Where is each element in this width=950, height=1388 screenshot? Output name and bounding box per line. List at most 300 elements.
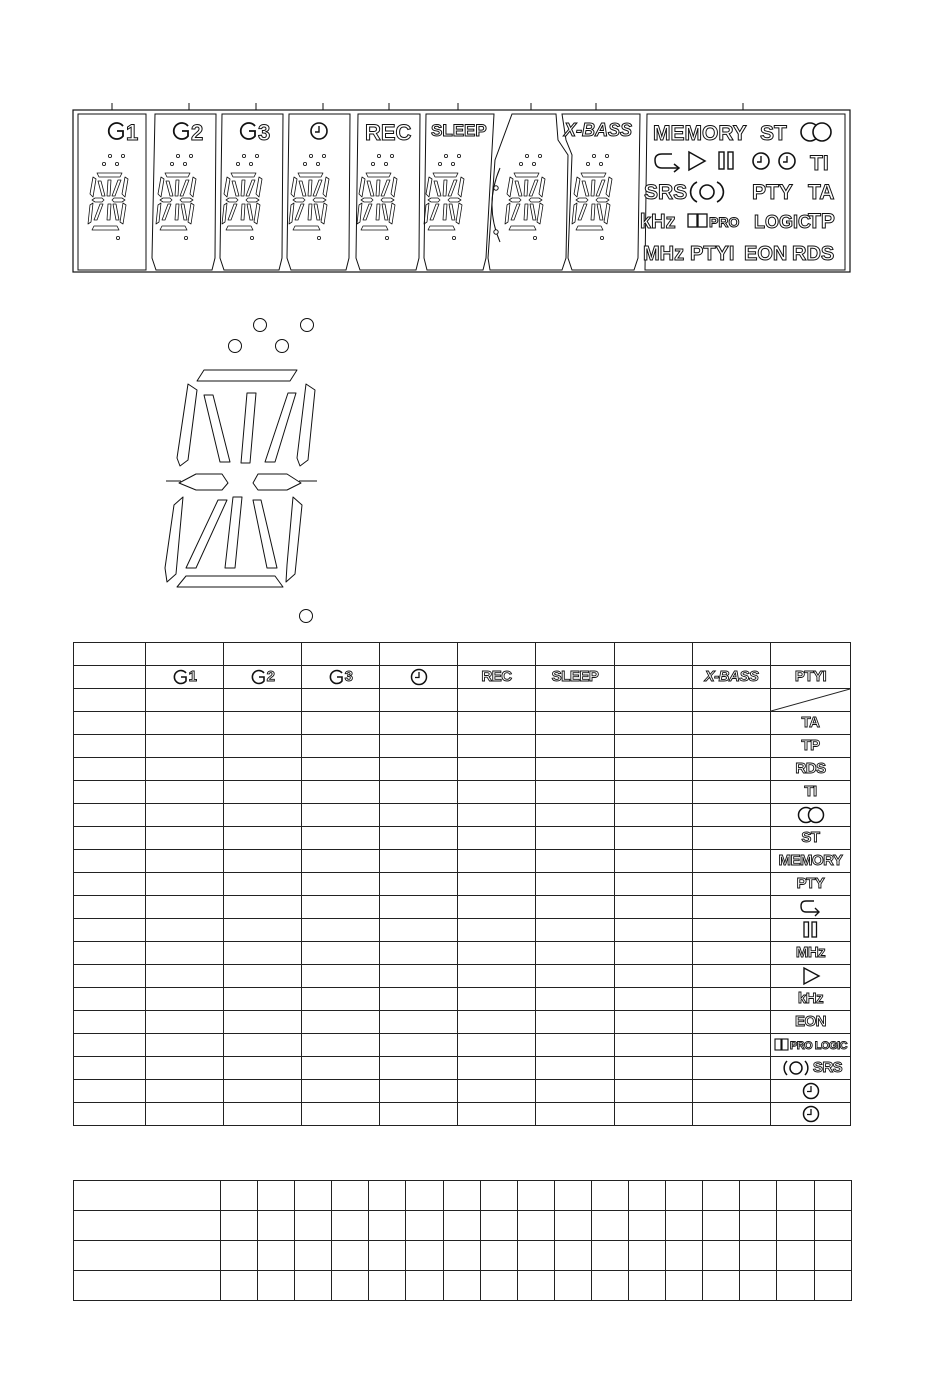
table-cell [703, 1181, 740, 1211]
table-cell [615, 1011, 693, 1034]
table-cell [74, 1011, 146, 1034]
table-cell [302, 1034, 380, 1057]
header-grid-label: 2 [266, 668, 275, 686]
table-cell [146, 1103, 224, 1126]
table-cell [771, 643, 851, 666]
table-cell [146, 689, 224, 712]
table-cell [224, 689, 302, 712]
indicator-label: TA [801, 714, 820, 731]
table-cell [693, 850, 771, 873]
table-cell [458, 781, 536, 804]
table-row [74, 666, 851, 689]
table-cell [302, 873, 380, 896]
table-cell [146, 965, 224, 988]
table-cell [458, 804, 536, 827]
table-cell [146, 804, 224, 827]
table-cell [536, 712, 615, 735]
table-cell [693, 896, 771, 919]
table-cell [666, 1181, 703, 1211]
table-cell [380, 758, 458, 781]
table-cell [380, 781, 458, 804]
srs-icon [779, 1058, 813, 1078]
table-cell [302, 827, 380, 850]
table-cell [74, 988, 146, 1011]
table-cell [693, 942, 771, 965]
clock-icon [409, 667, 429, 687]
segment-diagram-enlarged [165, 319, 317, 623]
table-cell [615, 827, 693, 850]
dolby-icon [688, 214, 707, 227]
table-cell [224, 1011, 302, 1034]
ptyi-indicator: PTYI [690, 243, 735, 265]
table-cell [771, 827, 851, 850]
table-cell [666, 1241, 703, 1271]
table-cell [536, 827, 615, 850]
table-cell [615, 758, 693, 781]
table-cell [224, 735, 302, 758]
table-cell [224, 1080, 302, 1103]
table-cell [693, 988, 771, 1011]
table-cell [380, 942, 458, 965]
grid-2-label: 2 [191, 120, 204, 145]
table-cell [536, 666, 615, 689]
table-cell [74, 942, 146, 965]
grid-icon [173, 668, 189, 686]
table-cell [224, 942, 302, 965]
table-cell [771, 850, 851, 873]
table-cell [224, 758, 302, 781]
bottom-blank-table [73, 1180, 852, 1301]
table-row [74, 873, 851, 896]
table-cell [74, 1103, 146, 1126]
table-cell [629, 1181, 666, 1211]
table-cell [380, 1080, 458, 1103]
table-cell [615, 1103, 693, 1126]
table-cell [536, 689, 615, 712]
table-cell [536, 643, 615, 666]
table-cell [693, 1080, 771, 1103]
table-cell [771, 758, 851, 781]
table-cell [74, 850, 146, 873]
grid-3-label: 3 [258, 120, 271, 145]
table-row [74, 643, 851, 666]
table-cell [615, 1080, 693, 1103]
table-cell [380, 712, 458, 735]
table-cell [693, 781, 771, 804]
table-cell [74, 712, 146, 735]
table-row [74, 781, 851, 804]
table-cell [771, 988, 851, 1011]
table-cell [693, 873, 771, 896]
pro-indicator: PRO [709, 214, 740, 230]
table-cell [458, 827, 536, 850]
table-cell [615, 919, 693, 942]
table-cell [554, 1211, 591, 1241]
table-cell [771, 965, 851, 988]
play-icon [689, 152, 705, 170]
table-cell [258, 1241, 295, 1271]
table-cell [146, 758, 224, 781]
table-row [74, 689, 851, 712]
table-cell [771, 873, 851, 896]
ti-indicator: TI [810, 152, 829, 175]
table-cell [221, 1241, 258, 1271]
table-cell [629, 1211, 666, 1241]
table-cell [615, 804, 693, 827]
table-cell [693, 919, 771, 942]
table-cell [302, 666, 380, 689]
table-row [74, 1181, 852, 1211]
table-cell [74, 965, 146, 988]
table-cell [224, 873, 302, 896]
table-cell [777, 1271, 814, 1301]
table-cell [74, 1181, 221, 1211]
table-cell [554, 1241, 591, 1271]
table-cell [380, 896, 458, 919]
table-row [74, 1057, 851, 1080]
table-cell [554, 1271, 591, 1301]
table-cell [536, 804, 615, 827]
play-icon [800, 966, 822, 986]
table-row [74, 942, 851, 965]
table-cell [458, 1080, 536, 1103]
xbass-label: X-BASS [564, 120, 633, 140]
table-cell [302, 988, 380, 1011]
table-cell [615, 666, 693, 689]
repeat-icon [798, 897, 824, 917]
indicator-label: TP [801, 737, 820, 754]
rds-indicator: RDS [792, 243, 835, 265]
diagonal-split [771, 689, 850, 711]
table-cell [146, 643, 224, 666]
table-cell [146, 873, 224, 896]
table-cell [146, 896, 224, 919]
table-cell [224, 1057, 302, 1080]
table-cell [74, 758, 146, 781]
table-cell [74, 896, 146, 919]
memory-indicator: MEMORY [653, 122, 747, 145]
table-cell [536, 1011, 615, 1034]
table-cell [458, 850, 536, 873]
table-cell [380, 735, 458, 758]
table-cell [771, 666, 851, 689]
table-cell [224, 965, 302, 988]
table-cell [302, 712, 380, 735]
table-cell [771, 1103, 851, 1126]
table-cell [536, 1057, 615, 1080]
table-cell [740, 1271, 777, 1301]
table-cell [536, 735, 615, 758]
table-cell [693, 735, 771, 758]
table-cell [771, 689, 851, 712]
table-cell [74, 1034, 146, 1057]
srs-icon [691, 182, 724, 202]
table-cell [480, 1271, 517, 1301]
table-cell [380, 643, 458, 666]
header-label: PTYI [794, 668, 827, 685]
tp-indicator: TP [808, 210, 835, 233]
table-cell [591, 1211, 628, 1241]
table-cell [302, 1080, 380, 1103]
table-cell [458, 643, 536, 666]
clock-icon [801, 1081, 821, 1101]
table-cell [295, 1211, 332, 1241]
table-row [74, 1271, 852, 1301]
header-label: X-BASS [704, 668, 759, 685]
table-cell [458, 965, 536, 988]
table-cell [703, 1241, 740, 1271]
table-cell [302, 896, 380, 919]
pty-indicator: PTY [752, 181, 793, 204]
table-cell [666, 1271, 703, 1301]
dolby-icon [774, 1038, 790, 1052]
table-cell [380, 1034, 458, 1057]
stereo-icon [801, 123, 831, 141]
repeat-icon [655, 154, 679, 172]
table-cell [629, 1241, 666, 1271]
table-cell [666, 1211, 703, 1241]
table-cell [458, 735, 536, 758]
table-cell [74, 781, 146, 804]
table-cell [693, 965, 771, 988]
table-cell [554, 1181, 591, 1211]
table-cell [443, 1211, 480, 1241]
table-row [74, 804, 851, 827]
table-cell [380, 827, 458, 850]
grid-icon [251, 668, 267, 686]
table-cell [74, 1271, 221, 1301]
table-cell [146, 988, 224, 1011]
table-row [74, 1034, 851, 1057]
table-cell [224, 666, 302, 689]
table-cell [480, 1181, 517, 1211]
table-cell [302, 965, 380, 988]
table-row [74, 965, 851, 988]
khz-indicator: kHz [640, 211, 676, 233]
table-cell [458, 1034, 536, 1057]
table-cell [591, 1241, 628, 1271]
table-cell [740, 1241, 777, 1271]
table-cell [224, 827, 302, 850]
indicator-label: TI [804, 783, 817, 800]
table-cell [74, 643, 146, 666]
table-cell [302, 804, 380, 827]
table-cell [814, 1271, 851, 1301]
table-cell [517, 1241, 554, 1271]
table-cell [615, 735, 693, 758]
table-cell [146, 919, 224, 942]
table-cell [771, 1034, 851, 1057]
table-cell [458, 1057, 536, 1080]
table-cell [740, 1181, 777, 1211]
pause-icon [800, 920, 822, 940]
table-row [74, 1103, 851, 1126]
clock-icon [311, 123, 327, 139]
table-cell [771, 804, 851, 827]
table-cell [380, 804, 458, 827]
clock-icon [801, 1104, 821, 1124]
table-cell [146, 1057, 224, 1080]
table-cell [224, 988, 302, 1011]
stereo-icon [795, 805, 827, 825]
table-row [74, 1080, 851, 1103]
table-cell [443, 1241, 480, 1271]
table-cell [146, 1080, 224, 1103]
table-cell [693, 1011, 771, 1034]
table-cell [74, 827, 146, 850]
table-cell [693, 827, 771, 850]
table-cell [443, 1181, 480, 1211]
table-cell [295, 1241, 332, 1271]
table-cell [258, 1211, 295, 1241]
table-cell [302, 942, 380, 965]
table-cell [224, 781, 302, 804]
table-cell [536, 850, 615, 873]
table-cell [517, 1211, 554, 1241]
table-cell [615, 988, 693, 1011]
table-cell [536, 1034, 615, 1057]
table-cell [777, 1211, 814, 1241]
table-cell [380, 850, 458, 873]
table-row [74, 850, 851, 873]
indicator-label: kHz [797, 990, 824, 1007]
table-cell [302, 1103, 380, 1126]
table-cell [615, 643, 693, 666]
logic-indicator: LOGIC [754, 212, 811, 232]
table-cell [74, 1057, 146, 1080]
table-cell [536, 988, 615, 1011]
table-cell [536, 781, 615, 804]
table-cell [480, 1241, 517, 1271]
table-cell [771, 781, 851, 804]
table-row [74, 988, 851, 1011]
table-cell [693, 689, 771, 712]
table-cell [771, 1011, 851, 1034]
table-cell [302, 919, 380, 942]
table-cell [536, 873, 615, 896]
table-cell [615, 781, 693, 804]
indicator-label: PRO LOGIC [789, 1040, 848, 1052]
table-cell [332, 1211, 369, 1241]
table-cell [224, 1103, 302, 1126]
table-cell [224, 896, 302, 919]
table-cell [380, 873, 458, 896]
table-cell [615, 942, 693, 965]
table-cell [302, 850, 380, 873]
table-cell [458, 666, 536, 689]
table-cell [302, 758, 380, 781]
pause-icon [719, 152, 733, 169]
table-cell [302, 689, 380, 712]
table-cell [629, 1271, 666, 1301]
table-cell [380, 965, 458, 988]
table-cell [302, 735, 380, 758]
table-cell [224, 804, 302, 827]
table-row [74, 1211, 852, 1241]
table-cell [224, 919, 302, 942]
table-cell [591, 1271, 628, 1301]
table-cell [458, 712, 536, 735]
table-cell [369, 1181, 406, 1211]
table-cell [74, 1080, 146, 1103]
table-cell [369, 1211, 406, 1241]
table-cell [458, 873, 536, 896]
table-cell [146, 666, 224, 689]
table-cell [332, 1241, 369, 1271]
table-cell [458, 689, 536, 712]
indicator-label: EON [794, 1013, 826, 1030]
table-row [74, 896, 851, 919]
table-cell [406, 1271, 443, 1301]
table-cell [302, 1057, 380, 1080]
table-cell [777, 1181, 814, 1211]
table-cell [458, 988, 536, 1011]
table-cell [146, 827, 224, 850]
table-cell [740, 1211, 777, 1241]
table-cell [615, 965, 693, 988]
table-cell [814, 1211, 851, 1241]
table-cell [615, 1057, 693, 1080]
table-cell [74, 1241, 221, 1271]
table-cell [369, 1271, 406, 1301]
indicator-label: PTY [796, 875, 825, 892]
grid-1-label: 1 [126, 120, 139, 145]
table-cell [74, 689, 146, 712]
table-cell [615, 689, 693, 712]
table-cell [814, 1181, 851, 1211]
indicator-label: SRS [812, 1059, 843, 1077]
table-cell [615, 712, 693, 735]
table-cell [777, 1241, 814, 1271]
rec-label: REC [365, 120, 412, 145]
table-cell [458, 1103, 536, 1126]
table-cell [693, 804, 771, 827]
table-cell [258, 1181, 295, 1211]
sleep-label: SLEEP [431, 121, 487, 140]
table-cell [380, 1103, 458, 1126]
table-cell [693, 1057, 771, 1080]
table-cell [458, 919, 536, 942]
table-cell [517, 1181, 554, 1211]
table-row [74, 1011, 851, 1034]
table-cell [406, 1211, 443, 1241]
fip-display-diagram [0, 0, 950, 640]
header-grid-label: 1 [188, 668, 197, 686]
table-cell [380, 666, 458, 689]
table-cell [536, 1103, 615, 1126]
table-cell [536, 1080, 615, 1103]
table-cell [332, 1271, 369, 1301]
table-cell [693, 712, 771, 735]
table-cell [380, 919, 458, 942]
table-cell [369, 1241, 406, 1271]
table-cell [771, 1057, 851, 1080]
table-cell [146, 735, 224, 758]
table-cell [615, 850, 693, 873]
table-cell [703, 1271, 740, 1301]
grid-assignment-table [73, 642, 851, 1126]
table-cell [771, 1080, 851, 1103]
indicator-label: MEMORY [778, 852, 843, 869]
table-cell [221, 1271, 258, 1301]
table-cell [693, 1103, 771, 1126]
indicator-label: RDS [795, 760, 826, 777]
table-cell [693, 643, 771, 666]
table-cell [443, 1271, 480, 1301]
table-cell [146, 1011, 224, 1034]
table-cell [458, 1011, 536, 1034]
table-row [74, 919, 851, 942]
